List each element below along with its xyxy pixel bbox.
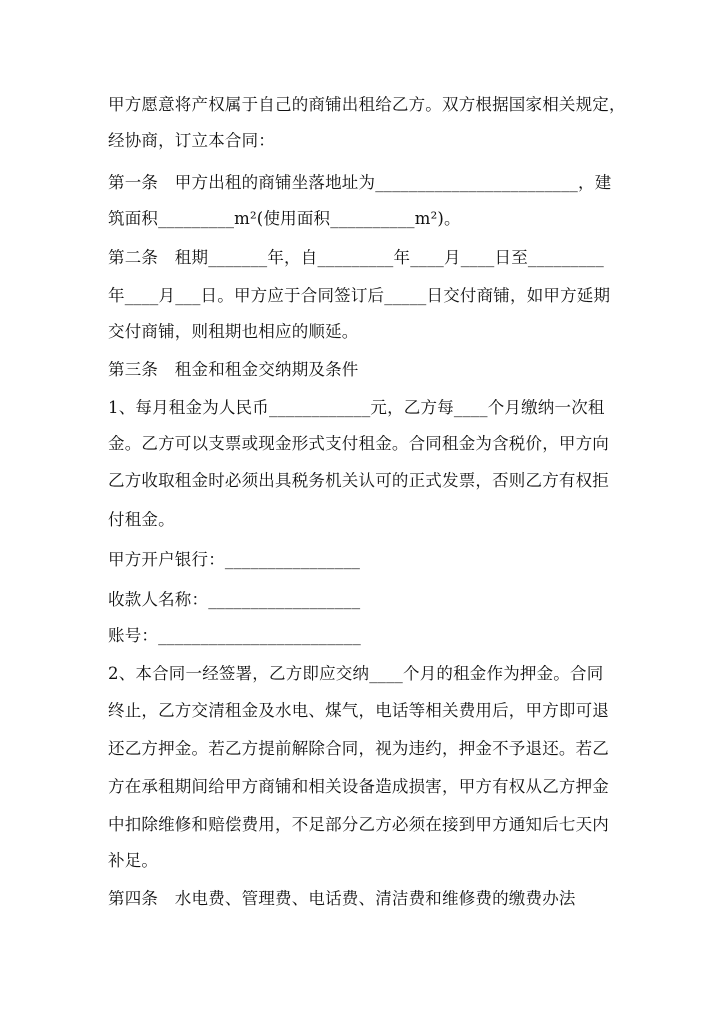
intro-line-2: 经协商，订立本合同： xyxy=(108,131,275,150)
article-2-line-3: 交付商铺，则租期也相应的顺延。 xyxy=(108,322,359,341)
account-field-line: 账号：________________________ xyxy=(108,626,361,645)
clause-2-line-2: 终止，乙方交清租金及水电、煤气，电话等相关费用后，甲方即可退 xyxy=(108,701,609,720)
article-1-line-1: 第一条 甲方出租的商铺坐落地址为________________________，建 xyxy=(108,173,612,192)
clause-2-line-6: 补足。 xyxy=(108,851,159,870)
article-3-heading: 第三条 租金和租金交纳期及条件 xyxy=(108,360,359,379)
payee-field-line: 收款人名称：__________________ xyxy=(108,590,361,609)
bank-field-line: 甲方开户银行：________________ xyxy=(108,550,361,569)
intro-line-1: 甲方愿意将产权属于自己的商铺出租给乙方。双方根据国家相关规定， xyxy=(108,95,626,114)
article-1-line-2: 筑面积_________m²(使用面积__________m²)。 xyxy=(108,209,461,228)
article-2-line-2: 年____月___日。甲方应于合同签订后_____日交付商铺，如甲方延期 xyxy=(108,286,611,305)
clause-1-line-2: 金。乙方可以支票或现金形式支付租金。合同租金为含税价，甲方向 xyxy=(108,434,609,453)
clause-2-line-5: 中扣除维修和赔偿费用，不足部分乙方必须在接到甲方通知后七天内 xyxy=(108,815,609,834)
clause-2-line-3: 还乙方押金。若乙方提前解除合同，视为违约，押金不予退还。若乙 xyxy=(108,739,609,758)
clause-2-line-4: 方在承租期间给甲方商铺和相关设备造成损害，甲方有权从乙方押金 xyxy=(108,777,609,796)
clause-1-line-1: 1、每月租金为人民币____________元，乙方每____个月缴纳一次租 xyxy=(108,398,605,417)
article-4-heading: 第四条 水电费、管理费、电话费、清洁费和维修费的缴费办法 xyxy=(108,889,576,908)
clause-2-line-1: 2、本合同一经签署，乙方即应交纳____个月的租金作为押金。合同 xyxy=(108,664,604,683)
clause-1-line-3: 乙方收取租金时必须出具税务机关认可的正式发票，否则乙方有权拒 xyxy=(108,471,609,490)
article-2-line-1: 第二条 租期_______年，自_________年____月____日至_________ xyxy=(108,248,604,267)
clause-1-line-4: 付租金。 xyxy=(108,510,175,529)
